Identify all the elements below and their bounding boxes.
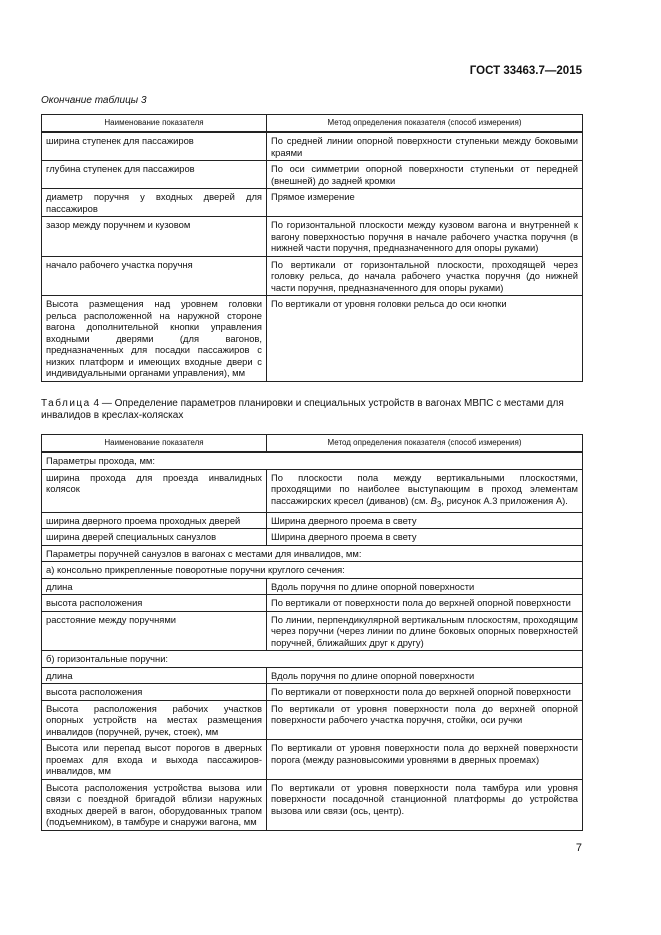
table-cell: По вертикали от уровня поверхности пола до верхней поверхности порога (между разновысокими уровнями в дверных проемах) (267, 740, 583, 780)
table-row (42, 667, 583, 684)
table-cell: длина (42, 667, 267, 684)
table-cell: По горизонтальной плоскости между кузовом вагона и внутренней к вагону поверхностью поручня в начале рабочего участка поручня (в нижней части поручня, предназначенного для опоры руками) (267, 217, 583, 257)
table-row (42, 529, 583, 546)
table-row (42, 700, 583, 740)
section-header: Параметры прохода, мм: (42, 452, 583, 469)
table-cell: ширина прохода для проезда инвалидных колясок (42, 469, 267, 512)
table-row (42, 562, 583, 579)
table-cell: глубина ступенек для пассажиров (42, 161, 267, 189)
table-cell: Высота размещения над уровнем головки рельса расположенной на наружной стороне вагона дополнительной кнопки управления входными дверями (для вагонов, предназначенных для посадки пассажиров с низких платформ и имеющих входные двери с индивидуальными органами управления), мм (42, 296, 267, 382)
page-number: 7 (575, 842, 582, 854)
table-row (42, 296, 583, 382)
table-4 (41, 434, 583, 831)
table-cell: Вдоль поручня по длине опорной поверхности (267, 578, 583, 595)
table-cell: По вертикали от поверхности пола до верхней опорной поверхности (267, 684, 583, 701)
table-cell: По линии, перпендикулярной вертикальным плоскостям, проходящим через поручни (через линии по длине боковых опорных поверхностей поручней, ближайших друг к другу) (267, 611, 583, 651)
cell-text: По плоскости пола между вертикальными плоскостями, проходящими по наиболее выступающим в проход элементам пассажирских кресел (диванов) (см. (271, 471, 578, 506)
table-row (42, 469, 583, 512)
table4-title: 4 — Определение параметров планировки и специальных устройств в вагонах МВПС с местами для инвалидов в креслах-колясках (41, 398, 564, 421)
table-3 (41, 114, 583, 382)
table-cell: ширина дверей специальных санузлов (42, 529, 267, 546)
table3-caption: Окончание таблицы 3 (41, 95, 147, 106)
table-row (42, 595, 583, 612)
table-cell: По оси симметрии опорной поверхности ступеньки от передней (внешней) до задней кромки (267, 161, 583, 189)
table-cell: Ширина дверного проема в свету (267, 512, 583, 529)
table-cell: Ширина дверного проема в свету (267, 529, 583, 546)
table3-body (42, 132, 583, 381)
table-row (42, 578, 583, 595)
cell-text: , рисунок А.3 приложения А). (441, 494, 568, 506)
table-row (42, 740, 583, 780)
standard-number: ГОСТ 33463.7—2015 (469, 65, 582, 77)
table-row (42, 189, 583, 217)
table-cell: По вертикали от уровня поверхности пола тамбура или уровня поверхности посадочной станционной платформы до устройства вызова или связи (ось, центр). (267, 779, 583, 830)
table-row (42, 452, 583, 469)
table4-header-name: Наименование показателя (42, 435, 267, 453)
table-cell: По вертикали от поверхности пола до верхней опорной поверхности (267, 595, 583, 612)
table-row (42, 651, 583, 668)
table-cell: Высота расположения устройства вызова или связи с поездной бригадой вблизи наружных входных дверей в вагон, оборудованных трапом (подъемником), в тамбуре и снаружи вагона, мм (42, 779, 267, 830)
table4-caption (41, 398, 581, 422)
table-cell (267, 469, 583, 512)
table-cell: высота расположения (42, 684, 267, 701)
table-cell: начало рабочего участка поручня (42, 256, 267, 296)
table-row (42, 611, 583, 651)
section-header: Параметры поручней санузлов в вагонах с местами для инвалидов, мм: (42, 545, 583, 562)
table-row (42, 545, 583, 562)
table-cell: По вертикали от горизонтальной плоскости, проходящей через головку рельса, до начала рабочего участка поручня (до нижней части поручня, предназначенного для опоры руками) (267, 256, 583, 296)
section-header: а) консольно прикрепленные поворотные поручни круглого сечения: (42, 562, 583, 579)
table-row (42, 684, 583, 701)
table4-header-method: Метод определения показателя (способ измерения) (267, 435, 583, 453)
table4-label: Таблица (41, 398, 91, 409)
variable-subscript: 3 (436, 499, 442, 509)
table-cell: Вдоль поручня по длине опорной поверхности (267, 667, 583, 684)
table-cell: зазор между поручнем и кузовом (42, 217, 267, 257)
table-row (42, 256, 583, 296)
table-cell: Высота расположения рабочих участков опорных устройств на местах размещения инвалидов (поручней, ручек, стоек), мм (42, 700, 267, 740)
table-cell: длина (42, 578, 267, 595)
table-row (42, 217, 583, 257)
table-cell: По вертикали от уровня головки рельса до оси кнопки (267, 296, 583, 382)
table-row (42, 161, 583, 189)
table-cell: высота расположения (42, 595, 267, 612)
table-cell: По вертикали от уровня поверхности пола до верхней опорной поверхности рабочего участка поручня, стойки, оси ручки (267, 700, 583, 740)
table-cell: По средней линии опорной поверхности ступеньки между боковыми краями (267, 132, 583, 161)
table-cell: Высота или перепад высот порогов в дверных проемах для входа и выхода пассажиров-инвалидов, мм (42, 740, 267, 780)
table-cell: расстояние между поручнями (42, 611, 267, 651)
variable-b: В (430, 494, 437, 506)
section-header: б) горизонтальные поручни: (42, 651, 583, 668)
table-cell: Прямое измерение (267, 189, 583, 217)
table3-header-method: Метод определения показателя (способ измерения) (267, 115, 583, 133)
table-row (42, 132, 583, 161)
table-cell: диаметр поручня у входных дверей для пассажиров (42, 189, 267, 217)
table-cell: ширина ступенек для пассажиров (42, 132, 267, 161)
table-cell: ширина дверного проема проходных дверей (42, 512, 267, 529)
table-row (42, 779, 583, 830)
table3-header-name: Наименование показателя (42, 115, 267, 133)
table-row (42, 512, 583, 529)
